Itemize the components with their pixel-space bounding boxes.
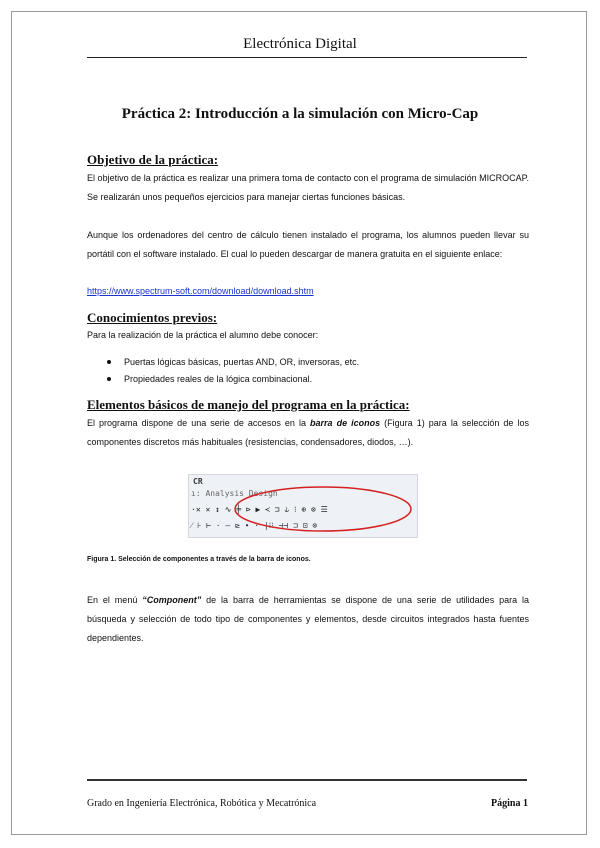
figure-toolbar-row-2: ⁄ ⊦ ⊢ · — ⊵ ∙ · |⁝⁝ ⊣⊣ ⊐ ⊡ ⊗ — [191, 521, 318, 530]
figure-caption: Figura 1. Selección de componentes a través de la barra de iconos. — [87, 556, 311, 563]
elementos-paragraph-2: En el menú “Component” de la barra de herramientas se dispone de una serie de utilidades para la búsqueda y selección de todo tipo de componentes y elementos, desde circuitos integrados hasta fuentes dependientes. — [87, 595, 530, 643]
prerequisites-list — [107, 354, 359, 388]
figure-window-title: CR — [193, 477, 203, 486]
footer-rule — [87, 779, 527, 781]
list-item: Puertas lógicas básicas, puertas AND, OR, inversoras, etc. — [107, 354, 359, 371]
figure-toolbar-row-1: ·✕ ✕ ↕ ∿ ╪ ⊳ ▶ ≺ ⊐ ⫝ ⁝ ⊕ ⊗ ☰ — [191, 505, 328, 514]
footer-page-number: Página 1 — [491, 798, 528, 809]
figure-menu-row: ı: Analysis Design — [191, 489, 278, 498]
conocimientos-intro: Para la realización de la práctica el alumno debe conocer: — [87, 330, 319, 340]
objetivo-paragraph-2: Aunque los ordenadores del centro de cálculo tienen instalado el programa, los alumnos pueden llevar su portátil con el software instalado. El cual lo pueden descargar de manera gratuita en el siguiente enlace: — [87, 230, 529, 259]
header-rule — [87, 57, 527, 58]
header-title: Electrónica Digital — [243, 36, 357, 52]
document-title: Práctica 2: Introducción a la simulación con Micro-Cap — [121, 106, 479, 122]
section-heading-objetivo: Objetivo de la práctica: — [87, 152, 219, 167]
section-heading-conocimientos: Conocimientos previos: — [87, 310, 218, 325]
download-link[interactable]: https://www.spectrum-soft.com/download/download.shtm — [87, 286, 314, 296]
section-heading-elementos: Elementos básicos de manejo del programa en la práctica: — [87, 397, 410, 412]
bullet-icon — [107, 360, 111, 364]
document-page — [11, 11, 587, 835]
highlight-ellipse — [189, 475, 417, 537]
toolbar-screenshot-figure — [188, 474, 418, 538]
footer-degree: Grado en Ingeniería Electrónica, Robótica y Mecatrónica — [87, 798, 317, 809]
bullet-icon — [107, 377, 111, 381]
objetivo-paragraph-1: El objetivo de la práctica es realizar una primera toma de contacto con el programa de simulación MICROCAP. Se realizarán unos pequeños ejercicios para manejar ciertas funciones básicas. — [87, 173, 529, 202]
elementos-paragraph-1: El programa dispone de una serie de accesos en la barra de iconos (Figura 1) para la selección de los componentes discretos más habituales (resistencias, condensadores, diodos, …). — [87, 418, 529, 447]
list-item: Propiedades reales de la lógica combinacional. — [107, 371, 359, 388]
